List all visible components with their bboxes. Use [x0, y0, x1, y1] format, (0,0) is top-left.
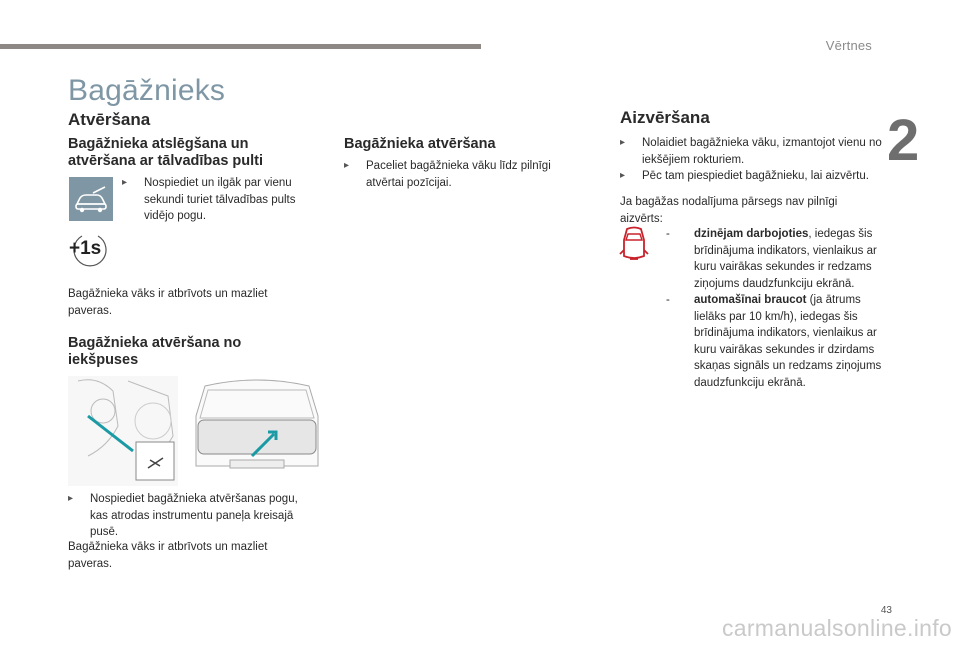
inside-opening-title: Bagāžnieka atvēršana no iekšpuses — [68, 335, 242, 368]
arrow-bullet-icon: ▸ — [620, 170, 626, 181]
hold-one-second-icon: +1s — [68, 230, 114, 270]
manual-opening-title: Bagāžnieka atvēršana — [344, 136, 496, 152]
arrow-bullet-icon: ▸ — [68, 493, 74, 504]
remote-result: Bagāžnieka vāks ir atbrīvots un mazliet paveras. — [68, 288, 268, 317]
arrow-bullet-icon: ▸ — [620, 137, 626, 148]
opening-heading: Atvēršana — [68, 110, 151, 129]
watermark: carmanualsonline.info — [721, 615, 952, 641]
remote-opening-title: Bagāžnieka atslēgšana un atvēršana ar tālvadības pulti — [68, 136, 264, 169]
closing-intro: Ja bagāžas nodalījuma pārsegs nav pilnīgi aizvērts: — [620, 196, 838, 225]
chapter-number: 2 — [887, 108, 920, 173]
header-bar — [0, 44, 481, 49]
case-driving: - automašīnai braucot (ja ātrums lielāks par 10 km/h), iedegas šis brīdinājuma indikators, vienlaikus ar kuru vairākas sekundes ir dzirdams skaņas signāls un redzams ziņojums daudzfunkciju ekrānā. — [666, 294, 882, 389]
page-number: 43 — [880, 605, 892, 616]
case-engine-running: - dzinējam darbojoties, iedegas šis brīdinājuma indikators, vienlaikus ar kuru vairākas sekundes ir redzams ziņojums daudzfunkciju ekrānā. — [666, 228, 877, 290]
car-remote-icon — [69, 177, 113, 221]
closing-heading: Aizvēršana — [620, 108, 710, 127]
dashboard-button-illustration — [68, 376, 178, 486]
section-title: Vērtnes — [825, 38, 872, 53]
closing-cases — [666, 226, 886, 391]
tailgate-illustration — [190, 376, 324, 486]
remote-step: ▸ Nospiediet un ilgāk par vienu sekundi turiet tālvadības pults vidējo pogu. — [122, 177, 296, 222]
open-door-warning-icon — [619, 226, 649, 262]
page-title: Bagāžnieks — [68, 74, 226, 107]
arrow-bullet-icon: ▸ — [122, 177, 128, 188]
inside-result: Bagāžnieka vāks ir atbrīvots un mazliet paveras. — [68, 541, 268, 570]
inside-step: ▸ Nospiediet bagāžnieka atvēršanas pogu, kas atrodas instrumentu paneļa kreisajā pusē. — [68, 493, 298, 538]
closing-steps: ▸ Nolaidiet bagāžnieka vāku, izmantojot vienu no iekšējiem rokturiem. ▸ Pēc tam piespiediet bagāžnieku, lai aizvērtu. — [620, 135, 882, 185]
arrow-bullet-icon: ▸ — [344, 160, 350, 171]
manual-step: ▸ Paceliet bagāžnieka vāku līdz pilnīgi atvērtai pozīcijai. — [344, 160, 551, 189]
